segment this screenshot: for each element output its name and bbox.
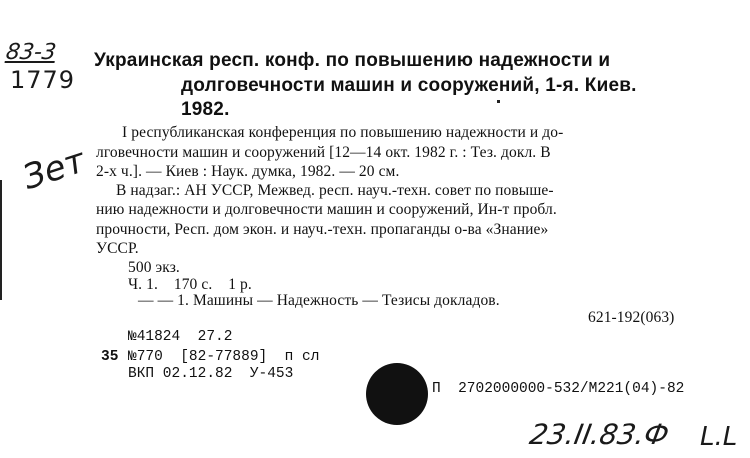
description-line-1: I республиканская конференция по повышению надежности и до- [122,124,564,141]
isbn-code: П 2702000000-532/М221(04)-82 [432,381,685,397]
heading-line-1: Украинская респ. конф. по повышению надежности и [94,50,611,71]
description-line-3: 2-х ч.]. — Киев : Наук. думка, 1982. — 20 см. [96,163,400,180]
description-line-2: лговечности машин и сооружений [12—14 окт. 1982 г. : Тез. докл. В [96,144,551,161]
record-number: №41824 27.2 [128,329,233,345]
handwritten-call-number-top: 83-3 [4,40,58,65]
responsibility-line-3: прочности, Респ. дом экон. и науч.-техн. пропаганды о-ва «Знание» [96,221,549,238]
scan-speck [497,100,500,103]
handwritten-call-number-bottom: 1779 [10,66,76,94]
scan-speck [0,180,2,300]
responsibility-line-4: УССР. [96,240,139,257]
catalog-number: №770 [82-77889] п сл [128,349,320,365]
vkp-record: ВКП 02.12.82 У-453 [128,366,294,382]
punch-hole-mark [366,363,428,425]
part-pages-price: Ч. 1. 170 с. 1 р. [128,276,252,293]
handwritten-margin-note: Зет [18,140,90,199]
udc-classification: 621-192(063) [588,309,675,326]
subject-heading: — — 1. Машины — Надежность — Тезисы докладов. [138,292,500,309]
copies-count: 500 экз. [128,259,180,276]
responsibility-line-1: В надзаг.: АН УССР, Межвед. респ. науч.-техн. совет по повыше- [116,182,554,199]
handwritten-date: 23.II.83.Ф [527,418,672,451]
handwritten-initials: L.L [700,422,738,452]
catalog-prefix: 35 [101,349,119,365]
heading-line-3: 1982. [181,99,230,120]
heading-line-2: долговечности машин и сооружений, 1-я. Киев. [181,75,637,96]
responsibility-line-2: нию надежности и долговечности машин и сооружений, Ин-т пробл. [96,201,557,218]
